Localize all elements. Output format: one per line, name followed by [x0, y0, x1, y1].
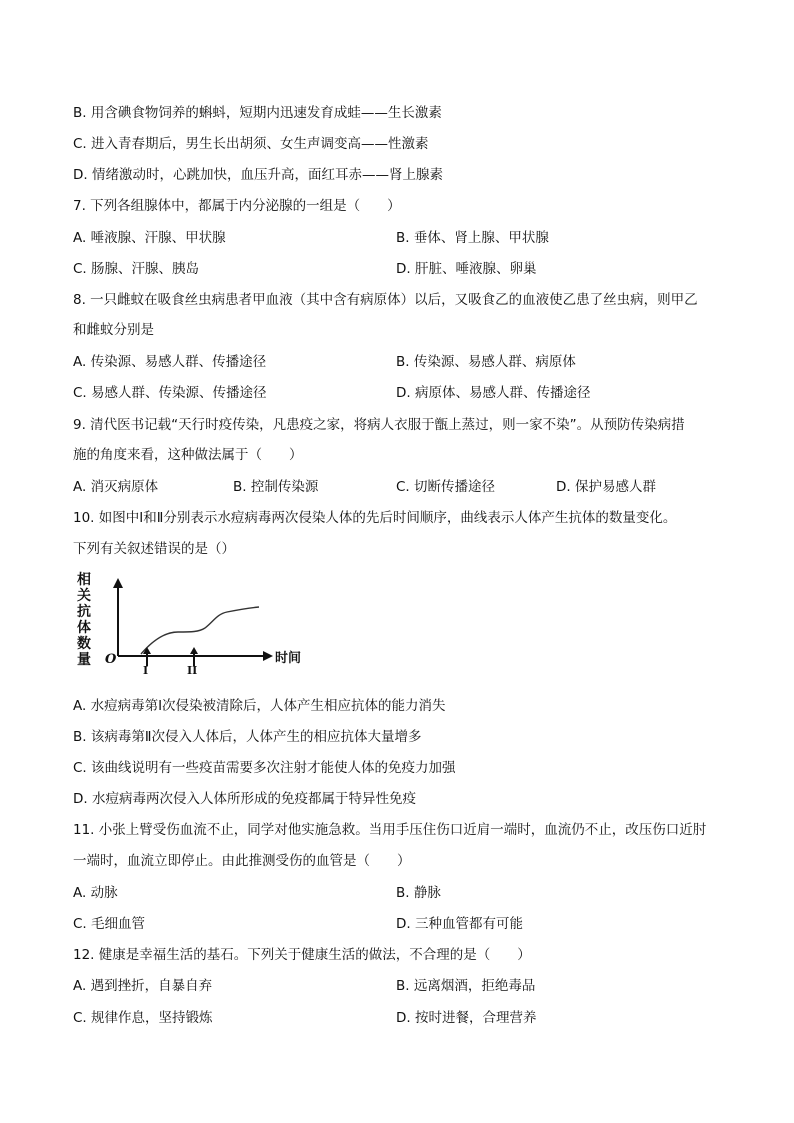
q12-stem: 12. 健康是幸福生活的基石。下列关于健康生活的做法，不合理的是（ ） [73, 947, 531, 963]
q7-stem: 7. 下列各组腺体中，都属于内分泌腺的一组是（ ） [73, 198, 401, 214]
q8-option-c: C. 易感人群、传染源、传播途径 [73, 385, 267, 401]
q11-option-a: A. 动脉 [73, 885, 118, 901]
y-label-char-5: 数 [77, 636, 91, 652]
q12-option-d: D. 按时进餐，合理营养 [396, 1010, 537, 1026]
q10-option-d: D. 水痘病毒两次侵入人体所形成的免疫都属于特异性免疫 [73, 791, 416, 807]
q8-stem-line1: 8. 一只雌蚊在吸食丝虫病患者甲血液（其中含有病原体）以后，又吸食乙的血液使乙患了丝虫病，则甲乙 [73, 292, 698, 308]
q12-option-b: B. 远离烟酒，拒绝毒品 [396, 978, 536, 994]
y-axis-arrow [113, 578, 123, 588]
q9-option-a: A. 消灭病原体 [73, 479, 159, 495]
q10-stem-line2: 下列有关叙述错误的是（） [73, 541, 235, 557]
mark2-label: II [187, 664, 198, 677]
q9-stem-line2: 施的角度来看，这种做法属于（ ） [73, 447, 303, 463]
y-label-char-1: 相 [77, 572, 91, 588]
mark2-arrow-head [190, 647, 198, 654]
origin-label: O [105, 652, 117, 667]
q7-option-c: C. 肠腺、汗腺、胰岛 [73, 261, 200, 277]
q11-option-b: B. 静脉 [396, 885, 441, 901]
q11-stem-line1: 11. 小张上臂受伤血流不止，同学对他实施急救。当用手压住伤口近肩一端时，血流仍不止，改压伤口近肘 [73, 822, 707, 838]
q7-option-a: A. 唾液腺、汗腺、甲状腺 [73, 230, 226, 246]
q11-option-c: C. 毛细血管 [73, 916, 146, 932]
q11-option-d: D. 三种血管都有可能 [396, 916, 523, 932]
q10-stem-line1: 10. 如图中Ⅰ和Ⅱ分别表示水痘病毒两次侵染人体的先后时间顺序，曲线表示人体产生抗体的数量变化。 [73, 510, 677, 526]
antibody-graph [73, 570, 323, 677]
antibody-curve [141, 607, 259, 654]
q10-option-a: A. 水痘病毒第Ⅰ次侵染被清除后，人体产生相应抗体的能力消失 [73, 698, 446, 714]
q11-stem-line2: 一端时，血流立即停止。由此推测受伤的血管是（ ） [73, 853, 411, 869]
mark1-label: I [143, 664, 149, 677]
q9-option-d: D. 保护易感人群 [556, 479, 656, 495]
q10-option-b: B. 该病毒第Ⅱ次侵入人体后，人体产生的相应抗体大量增多 [73, 729, 422, 745]
y-label-char-4: 体 [77, 620, 91, 636]
q10-option-c: C. 该曲线说明有一些疫苗需要多次注射才能使人体的免疫力加强 [73, 760, 456, 776]
q12-option-c: C. 规律作息，坚持锻炼 [73, 1010, 213, 1026]
q12-option-a: A. 遇到挫折，自暴自弃 [73, 978, 213, 994]
graph-svg [73, 570, 323, 677]
q9-option-b: B. 控制传染源 [233, 479, 319, 495]
x-axis-label: 时间 [275, 651, 302, 666]
q8-option-d: D. 病原体、易感人群、传播途径 [396, 385, 591, 401]
q7-option-b: B. 垂体、肾上腺、甲状腺 [396, 230, 549, 246]
q6-option-c: C. 进入青春期后，男生长出胡须、女生声调变高——性激素 [73, 136, 429, 152]
y-label-char-3: 抗 [77, 604, 91, 620]
q8-stem-line2: 和雌蚊分别是 [73, 322, 154, 338]
x-axis-arrow [263, 651, 273, 661]
q8-option-a: A. 传染源、易感人群、传播途径 [73, 354, 267, 370]
q9-option-c: C. 切断传播途径 [396, 479, 496, 495]
y-label-char-6: 量 [77, 652, 91, 668]
q6-option-b: B. 用含碘食物饲养的蝌蚪，短期内迅速发育成蛙——生长激素 [73, 105, 442, 121]
q8-option-b: B. 传染源、易感人群、病原体 [396, 354, 576, 370]
q9-stem-line1: 9. 清代医书记载“天行时疫传染，凡患疫之家，将病人衣服于甑上蒸过，则一家不染”。从预防传染病措 [73, 417, 685, 433]
q6-option-d: D. 情绪激动时，心跳加快，血压升高，面红耳赤——肾上腺素 [73, 167, 443, 183]
y-label-char-2: 关 [77, 588, 91, 604]
q7-option-d: D. 肝脏、唾液腺、卵巢 [396, 261, 537, 277]
